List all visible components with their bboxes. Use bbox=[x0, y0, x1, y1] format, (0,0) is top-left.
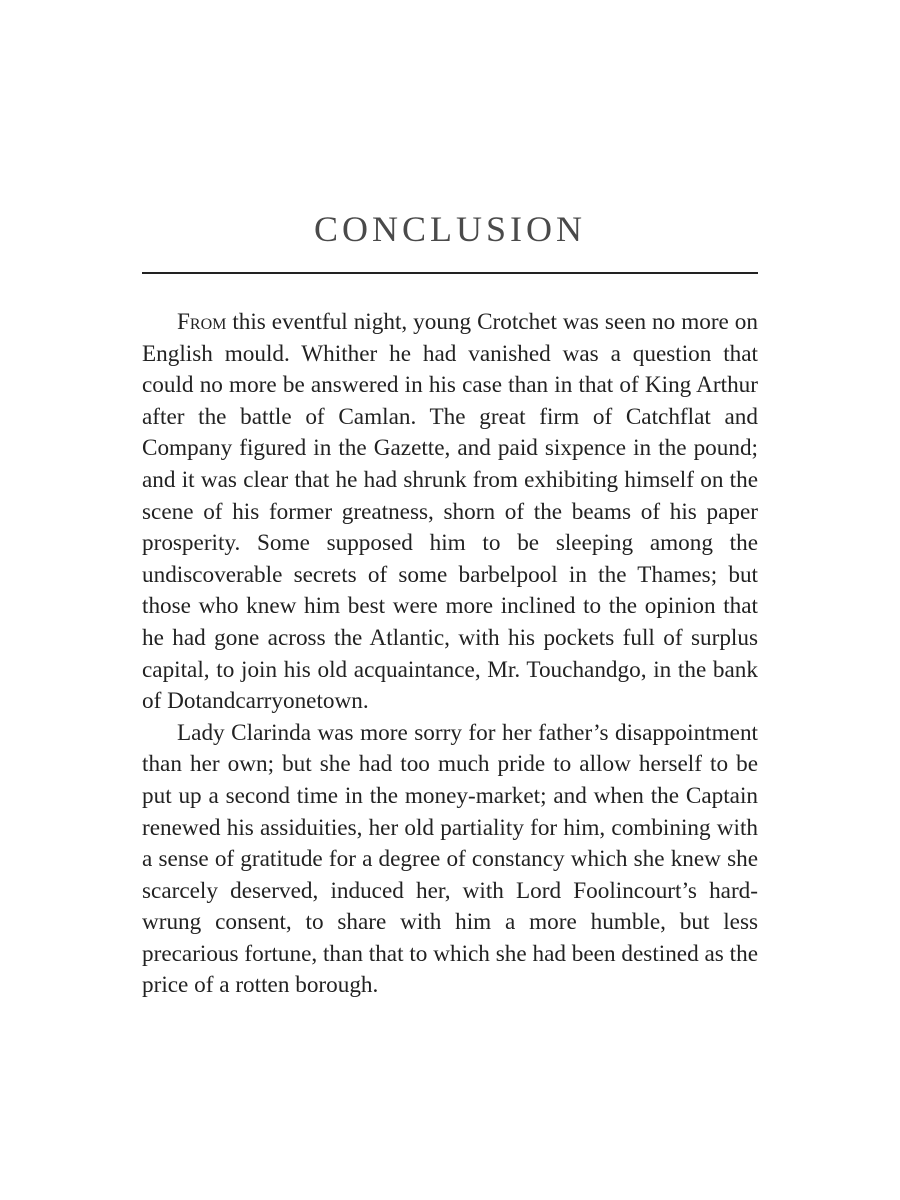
title-rule bbox=[142, 272, 758, 274]
paragraph-1-lead: From bbox=[177, 309, 227, 335]
chapter-body bbox=[142, 307, 758, 1002]
paragraph-1-text: this eventful night, young Crotchet was seen no more on English mould. Whither he had vanished was a question that could no more be answered in his case than in that of King Arthur after the battle of Camlan. The great firm of Catchflat and Company figured in the Gazette, and paid sixpence in the pound; and it was clear that he had shrunk from exhibiting himself on the scene of his former greatness, shorn of the beams of his paper prosperity. Some supposed him to be sleeping among the undiscoverable secrets of some barbelpool in the Thames; but those who knew him best were more inclined to the opinion that he had gone across the Atlantic, with his pockets full of surplus capital, to join his old acquaintance, Mr. Touchandgo, in the bank of Dotandcarryonetown. bbox=[142, 309, 758, 715]
paragraph-1 bbox=[142, 307, 758, 718]
paragraph-2 bbox=[142, 718, 758, 1002]
paragraph-2-text: Lady Clarinda was more sorry for her father’s disappointment than her own; but she had too much pride to allow herself to be put up a second time in the money-market; and when the Captain renewed his assiduities, her old partiality for him, combining with a sense of gratitude for a degree of constancy which she knew she scarcely deserved, induced her, with Lord Foolincourt’s hard-wrung consent, to share with him a more humble, but less precarious fortune, than that to which she had been destined as the price of a rotten borough. bbox=[142, 719, 758, 999]
chapter-title: CONCLUSION bbox=[313, 209, 586, 249]
